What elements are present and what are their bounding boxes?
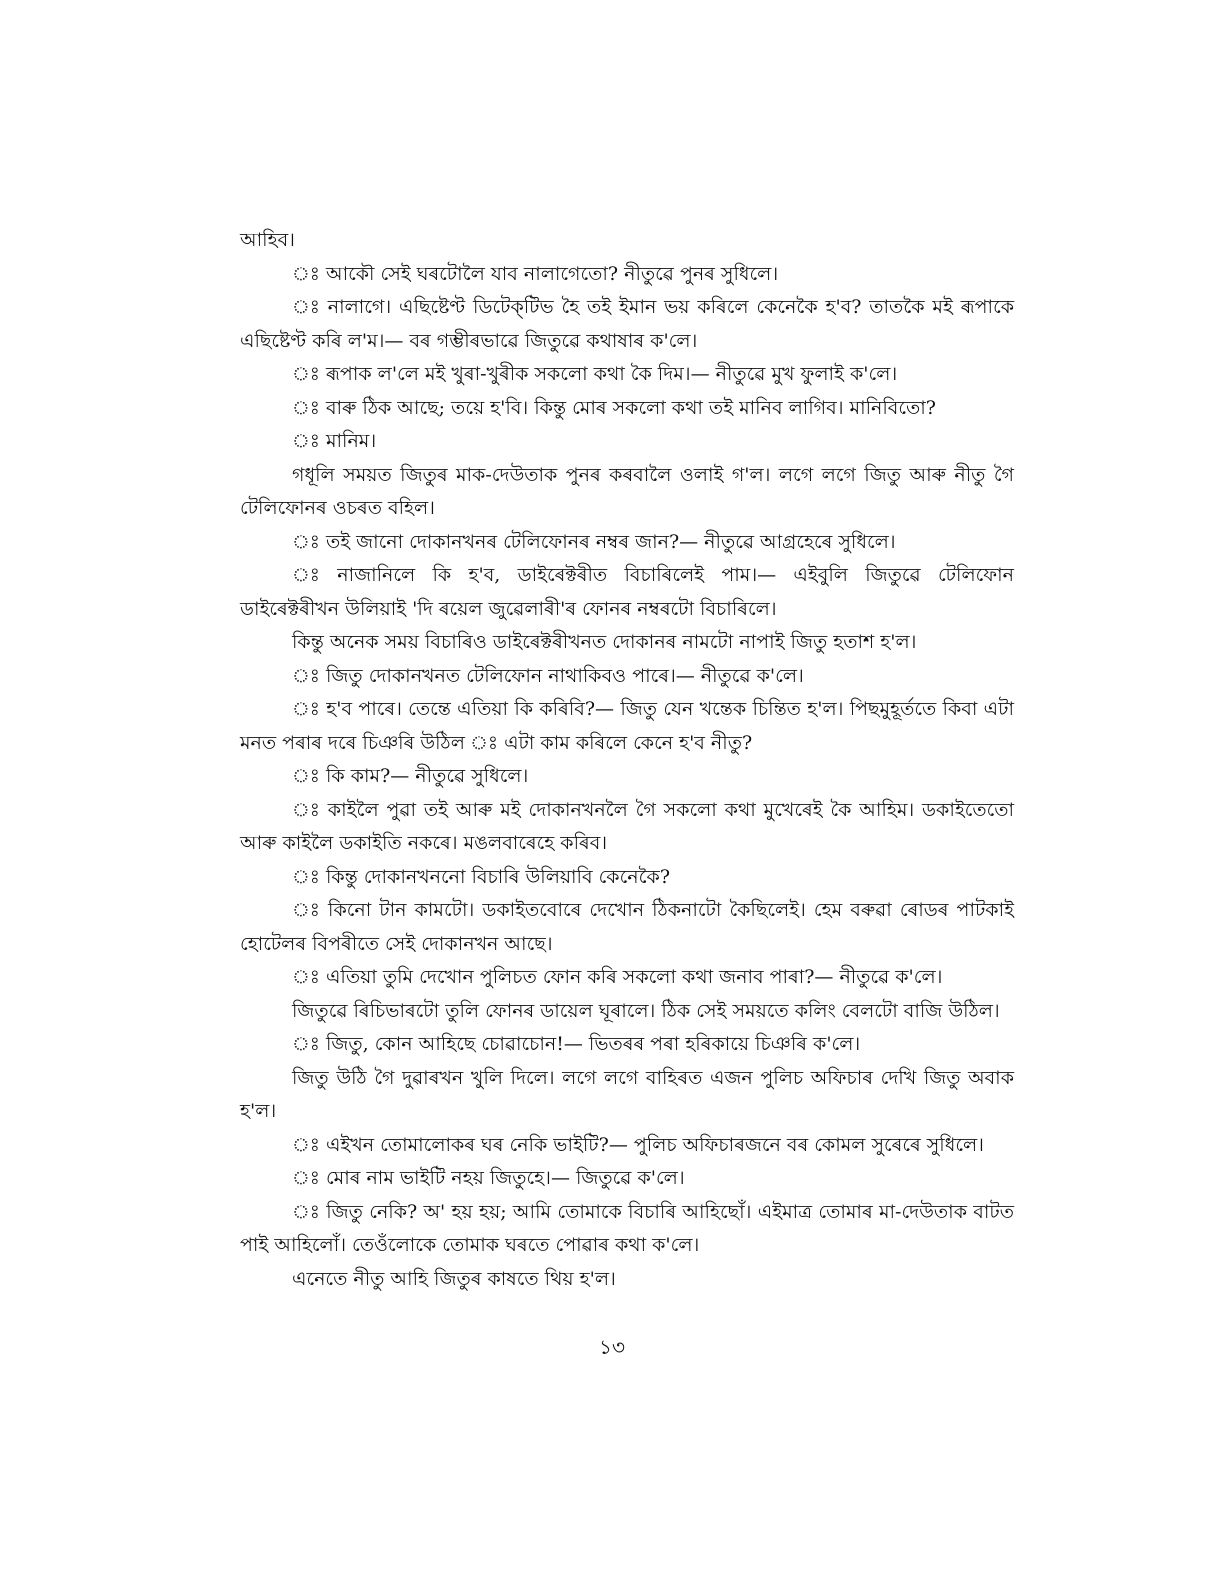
paragraph-3: ঃ নালাগে। এছিষ্টেণ্ট ডিটেক্‌টিভ হৈ তই ইমান ভয় কৰিলে কেনেকৈ হ'ব? তাতকৈ মই ৰূপাকে এছিষ্টেণ্ট কৰি ল'ম।— বৰ গম্ভীৰভাৱে জিতুৱে কথাষাৰ ক'লে। — [240, 296, 1014, 352]
paragraph-9: ঃ নাজানিলে কি হ'ব, ডাইৰেক্টৰীত বিচাৰিলেই পাম।— এইবুলি জিতুৱে টেলিফোন ডাইৰেক্টৰীখন উলিয়াই 'দি ৰয়েল জুৱেলাৰী'ৰ ফোনৰ নম্বৰটো বিচাৰিলে। — [240, 564, 1014, 620]
paragraph-17: ঃ এতিয়া তুমি দেখোন পুলিচত ফোন কৰি সকলো কথা জনাব পাৰা?— নীতুৱে ক'লে। — [292, 966, 943, 988]
paragraph-4: ঃ ৰূপাক ল'লে মই খুৰা-খুৰীক সকলো কথা কৈ দিম।— নীতুৱে মুখ ফুলাই ক'লে। — [292, 363, 898, 385]
paragraph-23: ঃ জিতু নেকি? অ' হয় হয়; আমি তোমাকে বিচাৰি আহিছোঁ। এইমাত্ৰ তোমাৰ মা-দেউতাক বাটত পাই আহিলোঁ। তেওঁলোকে তোমাক ঘৰতে পোৱাৰ কথা ক'লে। — [240, 1200, 1014, 1256]
paragraph-11: ঃ জিতু দোকানখনত টেলিফোন নাথাকিবও পাৰে।— নীতুৱে ক'লে। — [292, 664, 804, 687]
paragraph-15: ঃ কিন্তু দোকানখননো বিচাৰি উলিয়াবি কেনেকৈ? — [292, 865, 671, 888]
paragraph-20: জিতু উঠি গৈ দুৱাৰখন খুলি দিলে। লগে লগে বাহিৰত এজন পুলিচ অফিচাৰ দেখি জিতু অবাক হ'ল। — [240, 1066, 1014, 1122]
paragraph-14: ঃ কাইলৈ পুৱা তই আৰু মই দোকানখনলৈ গৈ সকলো কথা মুখেৰেই কৈ আহিম। ডকাইতেতো আৰু কাইলৈ ডকাইতি নকৰে। মঙলবাৰেহে কৰিব। — [240, 798, 1014, 854]
paragraph-18: জিতুৱে ৰিচিভাৰটো তুলি ফোনৰ ডায়েল ঘূৰালে। ঠিক সেই সময়তে কলিং বেলটো বাজি উঠিল। — [292, 999, 1000, 1022]
paragraph-13: ঃ কি কাম?— নীতুৱে সুধিলে। — [292, 765, 529, 787]
paragraph-2: ঃ আকৌ সেই ঘৰটোলৈ যাব নালাগেতো? নীতুৱে পুনৰ সুধিলে। — [292, 262, 779, 285]
page-number: ১৩ — [599, 1335, 625, 1359]
paragraph-1: আহিব। — [240, 229, 295, 251]
paragraph-6: ঃ মানিম। — [292, 430, 377, 452]
paragraph-7: গধূলি সময়ত জিতুৰ মাক-দেউতাক পুনৰ কৰবালৈ ওলাই গ'ল। লগে লগে জিতু আৰু নীতু গৈ টেলিফোনৰ ওচৰত বহিল। — [240, 463, 1014, 519]
paragraph-22: ঃ মোৰ নাম ভাইটি নহয় জিতুহে।— জিতুৱে ক'লে। — [292, 1167, 685, 1189]
paragraph-19: ঃ জিতু, কোন আহিছে চোৱাচোন!— ভিতৰৰ পৰা হৰিকায়ে চিঞৰি ক'লে। — [292, 1033, 861, 1055]
paragraph-16: ঃ কিনো টান কামটো। ডকাইতবোৰে দেখোন ঠিকনাটো কৈছিলেই। হেম বৰুৱা ৰোডৰ পাটকাই হোটেলৰ বিপৰীতে সেই দোকানখন আছে। — [240, 899, 1014, 955]
paragraph-21: ঃ এইখন তোমালোকৰ ঘৰ নেকি ভাইটি?— পুলিচ অফিচাৰজনে বৰ কোমল সুৰেৰে সুধিলে। — [292, 1133, 984, 1156]
page-body — [240, 224, 1014, 1296]
paragraph-5: ঃ বাৰু ঠিক আছে; তয়ে হ'বি। কিন্তু মোৰ সকলো কথা তই মানিব লাগিব। মানিবিতো? — [292, 396, 936, 419]
paragraph-8: ঃ তই জানো দোকানখনৰ টেলিফোনৰ নম্বৰ জান?— নীতুৱে আগ্ৰহেৰে সুধিলে। — [292, 530, 896, 553]
paragraph-10: কিন্তু অনেক সময় বিচাৰিও ডাইৰেক্টৰীখনত দোকানৰ নামটো নাপাই জিতু হতাশ হ'ল। — [292, 631, 917, 653]
paragraph-24: এনেতে নীতু আহি জিতুৰ কাষতে থিয় হ'ল। — [292, 1267, 616, 1290]
paragraph-12: ঃ হ'ব পাৰে। তেন্তে এতিয়া কি কৰিবি?— জিতু যেন খন্তেক চিন্তিত হ'ল। পিছমুহূৰ্ততে কিবা এটা মনত পৰাৰ দৰে চিঞৰি উঠিল ঃ এটা কাম কৰিলে কেনে হ'ব নীতু? — [240, 698, 1014, 754]
